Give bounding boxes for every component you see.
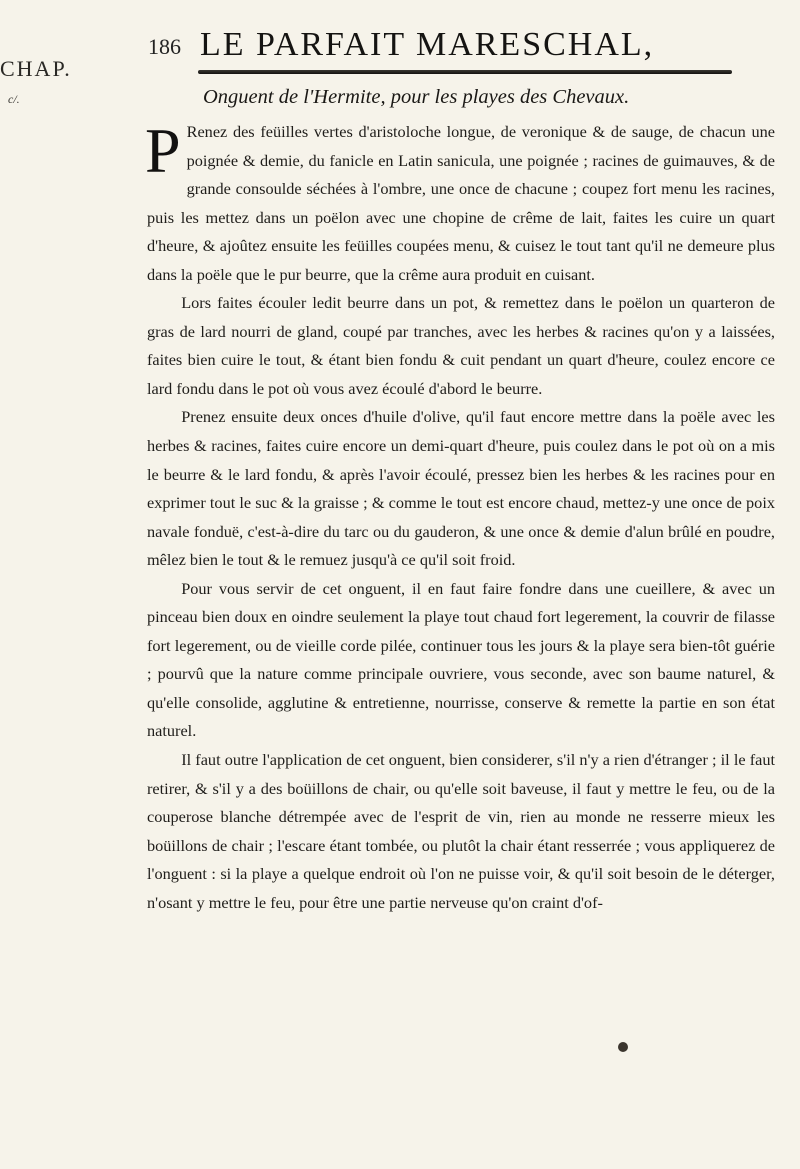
paragraph-text: Prenez ensuite deux onces d'huile d'olive, qu'il faut encore mettre dans la poële avec les herbes & racines, faites cuire encore un demi-quart d'heure, puis coulez dans le pot où on a mis le beurre & le lard fondu, & après l'avoir écoulé, pressez bien les herbes & les racines pour en exprimer tout le suc & la graisse ; & comme le tout est encore chaud, mettez-y une once de poix navale fonduë, c'est-à-dire du tarc ou du gauderon, & une once & demie d'alun brûlé en poudre, mêlez bien le tout & le remuez jusqu'à ce qu'il soit froid. [147,407,775,570]
chapter-side-label: CHAP. [0,56,72,81]
drop-cap: P [145,115,181,186]
page-number: 186 [148,34,181,59]
paragraph-1 [145,115,775,289]
paragraph-5 [147,746,775,917]
header-rule [198,70,732,74]
chapter-side-sub: c/. [8,92,20,106]
paragraph-text: Pour vous servir de cet onguent, il en faut faire fondre dans une cueillere, & avec un pinceau bien doux en oindre seulement la playe tout chaud fort legerement, la couvrir de filasse fort legerement, ou de vieille corde pilée, continuer tous les jours & la playe sera bien-tôt guérie ; pourvû que la nature comme principale ouvriere, vous seconde, avec son baume naturel, & qu'elle consolide, agglutine & entretienne, nourrisse, conserve & remette la partie en son état naturel. [147,578,775,741]
paragraph-text: Lors faites écouler ledit beurre dans un pot, & remettez dans le poëlon un quarteron de gras de lard nourri de gland, coupé par tranches, avec les herbes & racines qu'on y a laissées, faites bien cuire le tout, & étant bien fondu & cuit pendant un quart d'heure, coulez encore ce lard fondu dans le pot où vous avez écoulé d'abord le beurre. [147,293,775,398]
paragraph-3 [147,403,775,574]
body-text [145,115,775,917]
paragraph-text: Renez des feüilles vertes d'aristoloche longue, de veronique & de sauge, de chacun une poignée & demie, du fanicle en Latin sanicula, une poignée ; racines de guimauves, & de grande consoulde séchées à l'ombre, une once de chacune ; coupez fort menu les racines, puis les mettez dans un poëlon avec une chopine de crême de lait, faites les cuire un quart d'heure, & ajoûtez ensuite les feüilles coupées menu, & cuisez le tout tant qu'il ne demeure plus dans la poële que le pur beurre, que la crême aura produit en cuisant. [147,122,775,284]
paragraph-text: Il faut outre l'application de cet onguent, bien considerer, s'il n'y a rien d'étranger ; il le faut retirer, & s'il y a des boüillons de chair, ou qu'elle soit baveuse, il faut y mettre le feu, ou de la couperose blanche détrempée avec de l'esprit de vin, rien au monde ne resserre mieux les boüillons de chair ; l'escare étant tombée, ou plutôt la chair étant resserrée ; vous appliquerez de l'onguent : si la playe a quelque endroit où l'on ne puisse voir, & qu'il soit besoin de le déterger, n'osant y mettre le feu, pour être une partie nerveuse qu'on craint d'of- [147,750,775,912]
running-head: LE PARFAIT MARESCHAL, [200,26,655,63]
paragraph-4 [147,575,775,746]
paragraph-2 [147,289,775,403]
recipe-title: Onguent de l'Hermite, pour les playes des Chevaux. [203,86,630,108]
ink-dot-ornament [618,1042,628,1052]
